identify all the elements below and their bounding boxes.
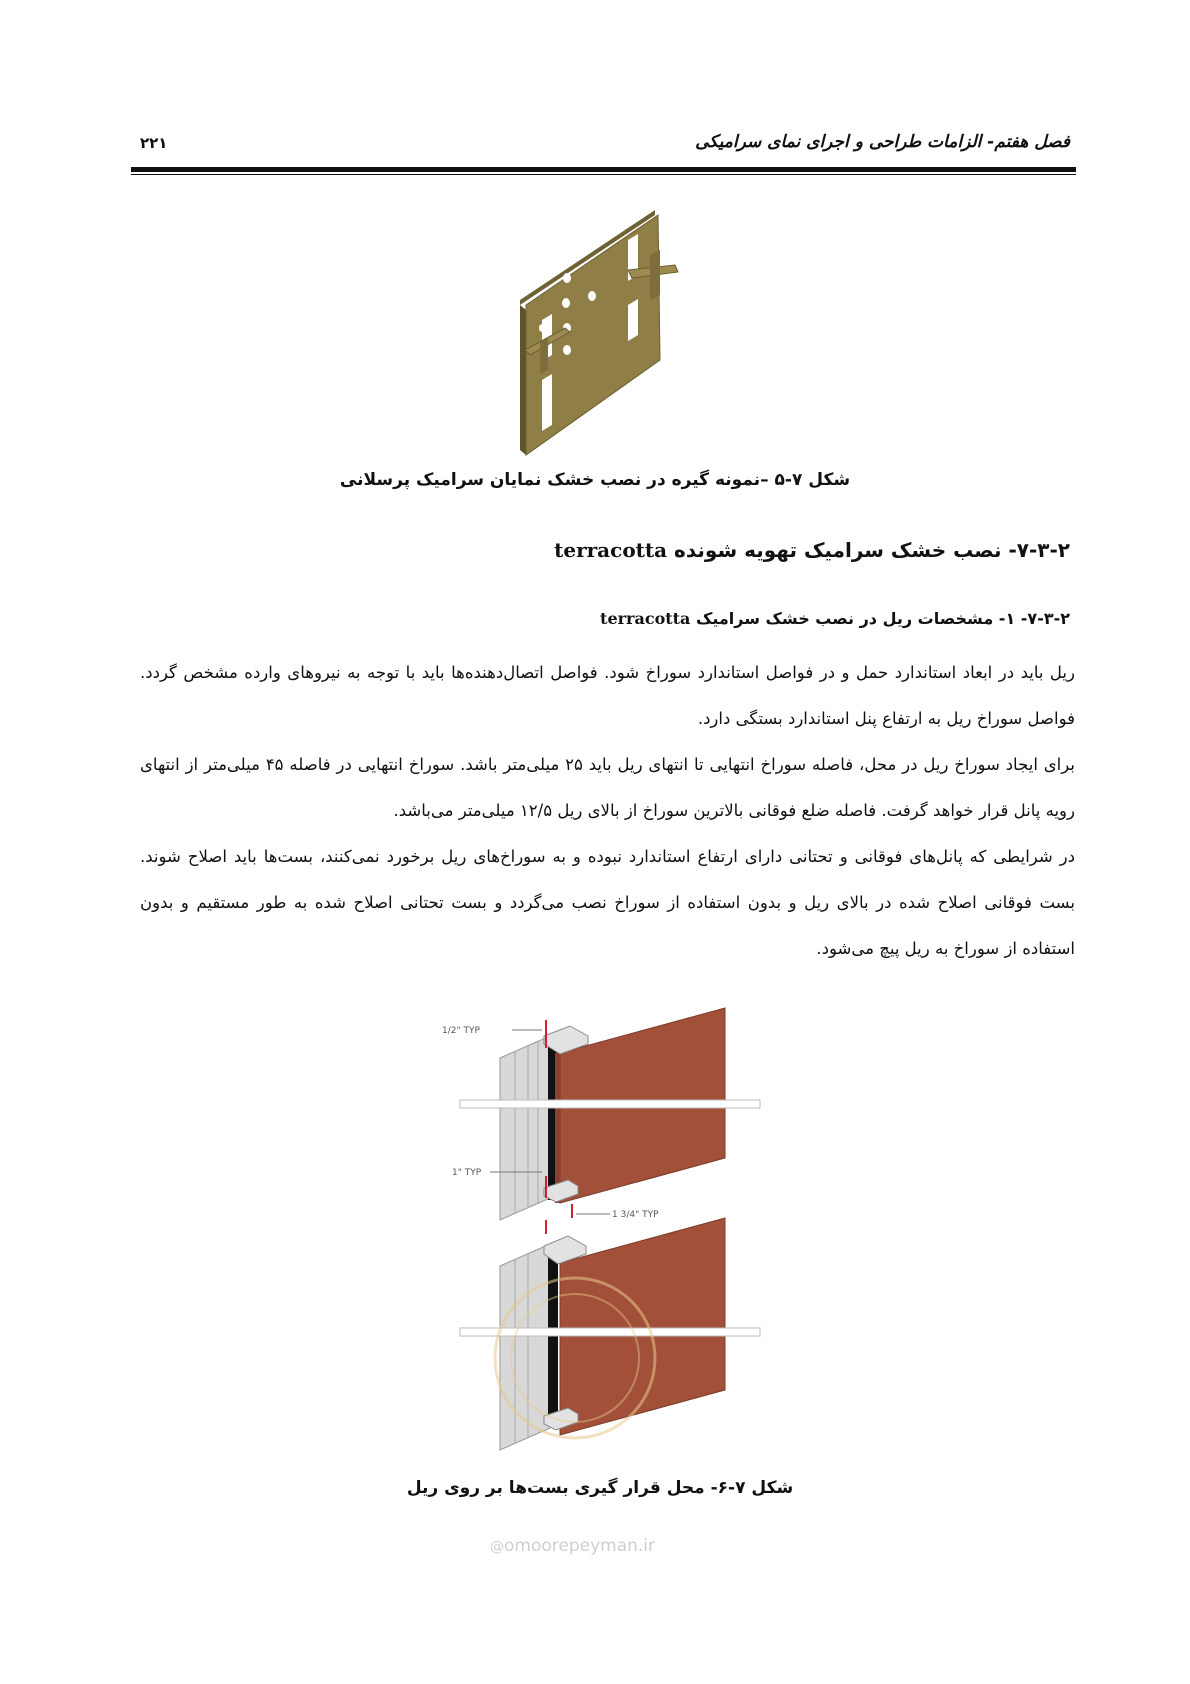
clip-hole [588, 291, 596, 301]
clip-slot-left-bottom [542, 374, 552, 431]
clip-hole [562, 298, 570, 308]
figure-clip-illustration [510, 210, 720, 460]
section-heading-latin: terracotta [554, 538, 668, 562]
terracotta-panel-upper-edge [555, 1053, 560, 1203]
paragraph: در شرایطی که پانل‌های فوقانی و تحتانی دارای ارتفاع استاندارد نبوده و به سوراخ‌های ریل برخورد نمی‌کنند، بست‌ها باید اصلاح شوند. بست فوقانی اصلاح شده در بالای ریل و بدون استفاده از سوراخ نصب می‌گردد و بست تحتانی اصلاح شده به طور مستقیم و بدون استفاده از سوراخ به ریل پیچ می‌شود. [140, 847, 1075, 958]
running-header: فصل هفتم- الزامات طراحی و اجرای نمای سرامیکی [695, 132, 1070, 152]
clip-tab-left-fin [540, 338, 548, 374]
figure-rail-illustration [442, 1008, 760, 1468]
cut-band-upper [460, 1100, 760, 1108]
section-heading [554, 538, 1070, 562]
clip-drawing [510, 210, 720, 460]
figure-2-caption: شکل ۷-۶- محل قرار گیری بست‌ها بر روی ریل [406, 1478, 794, 1498]
body-text [140, 650, 1075, 972]
clip-plate-edge [520, 305, 526, 455]
subsection-heading-text: ۷-۳-۲- ۱- مشخصات ریل در نصب خشک سرامیک [690, 609, 1070, 628]
header-rule-thick [131, 167, 1076, 172]
section-heading-text: ۷-۳-۲- نصب خشک سرامیک تهویه شونده [667, 538, 1070, 562]
header-rule-thin [131, 174, 1076, 175]
subsection-heading [600, 609, 1070, 628]
clip-slot-right-bottom [628, 299, 638, 341]
page-number: ۲۲۱ [140, 134, 168, 152]
clip-tab-right-fin [650, 250, 660, 300]
rail-upper [500, 1036, 550, 1220]
rail-drawing [442, 1008, 760, 1468]
clip-hole [563, 345, 571, 355]
watermark-at-icon: @ [490, 1539, 504, 1555]
watermark-url [490, 1536, 655, 1556]
watermark-site: omoorepeyman.ir [504, 1536, 656, 1556]
paragraph: ریل باید در ابعاد استاندارد حمل و در فواصل استاندارد سوراخ شود. فواصل اتصال‌دهنده‌ها باید با توجه به نیروهای وارده مشخص گردد. فواصل سوراخ ریل به ارتفاع پنل استاندارد بستگی دارد. [140, 663, 1075, 728]
dimension-label-one-three-quarter: 1 3/4" TYP [612, 1210, 659, 1220]
cut-band-lower [460, 1328, 760, 1336]
clip-hole [563, 273, 571, 283]
clip-hole [539, 324, 545, 332]
dimension-label-half-inch: 1/2" TYP [442, 1026, 480, 1036]
subsection-heading-latin: terracotta [600, 609, 691, 628]
paragraph: برای ایجاد سوراخ ریل در محل، فاصله سوراخ انتهایی تا انتهای ریل باید ۲۵ میلی‌متر باشد. سوراخ انتهایی در فاصله ۴۵ میلی‌متر از انتهای رویه پانل قرار خواهد گرفت. فاصله ضلع فوقانی بالاترین سوراخ از بالای ریل ۱۲/۵ میلی‌متر می‌باشد. [140, 755, 1075, 820]
dimension-label-one-inch: 1" TYP [452, 1168, 482, 1178]
figure-1-caption: شکل ۷-۵ –نمونه گیره در نصب خشک نمایان سرامیک پرسلانی [339, 470, 851, 490]
